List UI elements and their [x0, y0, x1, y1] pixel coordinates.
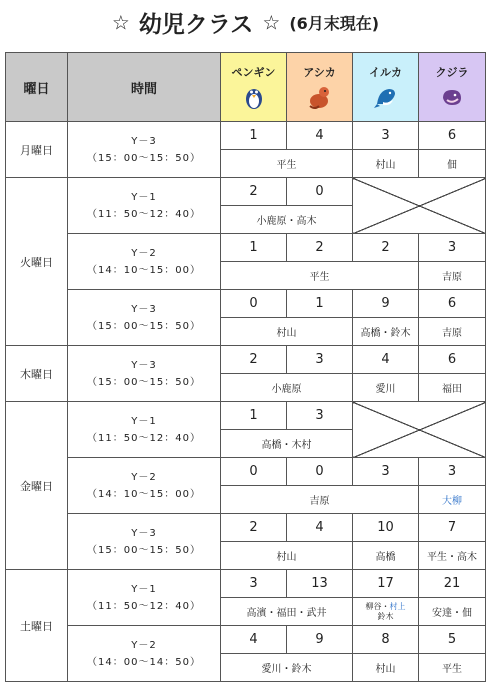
coach-cell: 平生: [221, 262, 419, 290]
day-cell: 金曜日: [6, 402, 68, 570]
time-range: （14：00～14：50）: [87, 656, 201, 668]
schedule-table: [5, 52, 486, 682]
time-cell: [68, 290, 221, 346]
time-cell: [68, 402, 221, 458]
count-cell: 21: [419, 570, 486, 598]
class-code: Y－2: [131, 639, 157, 651]
time-cell: [68, 346, 221, 402]
class-code: Y－3: [131, 303, 157, 315]
time-range: （14：10～15：00）: [87, 264, 201, 276]
count-cell: 0: [287, 458, 353, 486]
time-range: （11：50～12：40）: [87, 208, 201, 220]
count-cell: 1: [221, 234, 287, 262]
count-cell: 2: [353, 234, 419, 262]
time-cell: [68, 178, 221, 234]
coach-cell: [353, 598, 419, 626]
count-cell: 4: [353, 346, 419, 374]
coach-cell: 小鹿原: [221, 374, 353, 402]
whale-header: [419, 53, 486, 122]
count-cell: 7: [419, 514, 486, 542]
coach-cell: 高橋: [353, 542, 419, 570]
coach-cell: 平生・高木: [419, 542, 486, 570]
count-cell: 3: [419, 458, 486, 486]
header-row: [6, 53, 486, 122]
time-range: （14：10～15：00）: [87, 488, 201, 500]
day-header: 曜日: [6, 53, 68, 122]
no-class-cell: [353, 402, 486, 458]
time-cell: [68, 626, 221, 682]
count-cell: 3: [287, 346, 353, 374]
coach-cell: 村山: [353, 150, 419, 178]
title-text: 幼児クラス: [138, 12, 254, 38]
count-cell: 2: [221, 178, 287, 206]
count-cell: 0: [287, 178, 353, 206]
count-cell: 9: [287, 626, 353, 654]
count-cell: 1: [221, 122, 287, 150]
class-code: Y－2: [131, 471, 157, 483]
day-cell: 火曜日: [6, 178, 68, 346]
star-icon: ☆: [111, 10, 130, 35]
coach-cell: 高橋・木村: [221, 430, 353, 458]
sea-lion-label: アシカ: [303, 66, 336, 79]
count-cell: 5: [419, 626, 486, 654]
count-cell: 9: [353, 290, 419, 318]
count-cell: 1: [221, 402, 287, 430]
coach-cell: 愛川: [353, 374, 419, 402]
coach-cell: 福田: [419, 374, 486, 402]
sea-lion-icon: [307, 84, 333, 110]
coach-cell: 平生: [419, 654, 486, 682]
count-cell: 4: [221, 626, 287, 654]
count-cell: 2: [221, 346, 287, 374]
page-title: [0, 6, 491, 42]
count-cell: 2: [221, 514, 287, 542]
sea-lion-header: [287, 53, 353, 122]
count-cell: 3: [287, 402, 353, 430]
count-cell: 4: [287, 514, 353, 542]
class-code: Y－1: [131, 415, 157, 427]
count-cell: 4: [287, 122, 353, 150]
class-code: Y－2: [131, 247, 157, 259]
count-cell: 1: [287, 290, 353, 318]
coach-name: 鈴木: [377, 611, 394, 621]
time-cell: [68, 570, 221, 626]
class-code: Y－1: [131, 583, 157, 595]
time-cell: [68, 234, 221, 290]
class-code: Y－3: [131, 359, 157, 371]
count-cell: 6: [419, 290, 486, 318]
time-cell: [68, 122, 221, 178]
coach-cell: 高濱・福田・武井: [221, 598, 353, 626]
dolphin-icon: [373, 84, 399, 110]
star-icon: ☆: [262, 10, 281, 35]
count-cell: 6: [419, 346, 486, 374]
count-cell: 0: [221, 458, 287, 486]
coach-cell: 村山: [221, 318, 353, 346]
day-cell: 月曜日: [6, 122, 68, 178]
count-cell: 8: [353, 626, 419, 654]
count-cell: 10: [353, 514, 419, 542]
whale-icon: [439, 84, 465, 110]
penguin-header: [221, 53, 287, 122]
coach-cell: 佃: [419, 150, 486, 178]
count-cell: 3: [353, 458, 419, 486]
count-cell: 0: [221, 290, 287, 318]
dolphin-label: イルカ: [369, 66, 402, 79]
time-cell: [68, 458, 221, 514]
penguin-label: ペンギン: [231, 66, 276, 79]
time-cell: [68, 514, 221, 570]
count-cell: 2: [287, 234, 353, 262]
time-range: （15：00～15：50）: [87, 320, 201, 332]
time-range: （15：00～15：50）: [87, 544, 201, 556]
penguin-icon: [242, 84, 266, 110]
time-range: （15：00～15：50）: [87, 376, 201, 388]
coach-name: 柳谷・: [365, 601, 390, 611]
coach-name: 村上: [389, 601, 406, 611]
coach-cell: 高橋・鈴木: [353, 318, 419, 346]
coach-cell: 安達・佃: [419, 598, 486, 626]
count-cell: 13: [287, 570, 353, 598]
whale-label: クジラ: [435, 66, 469, 79]
coach-cell: 村山: [221, 542, 353, 570]
time-range: （11：50～12：40）: [87, 432, 201, 444]
count-cell: 3: [353, 122, 419, 150]
day-cell: 土曜日: [6, 570, 68, 682]
count-cell: 3: [419, 234, 486, 262]
coach-cell: 愛川・鈴木: [221, 654, 353, 682]
no-class-cell: [353, 178, 486, 234]
dolphin-header: [353, 53, 419, 122]
count-cell: 6: [419, 122, 486, 150]
coach-cell: 大柳: [419, 486, 486, 514]
coach-cell: 吉原: [419, 318, 486, 346]
day-cell: 木曜日: [6, 346, 68, 402]
coach-cell: 吉原: [221, 486, 419, 514]
count-cell: 3: [221, 570, 287, 598]
class-code: Y－3: [131, 527, 157, 539]
coach-cell: 吉原: [419, 262, 486, 290]
class-code: Y－3: [131, 135, 157, 147]
count-cell: 17: [353, 570, 419, 598]
coach-cell: 平生: [221, 150, 353, 178]
time-header: 時間: [68, 53, 221, 122]
as-of-note: (6月末現在): [289, 14, 380, 33]
coach-cell: 村山: [353, 654, 419, 682]
class-code: Y－1: [131, 191, 157, 203]
time-range: （15：00～15：50）: [87, 152, 201, 164]
coach-cell: 小鹿原・高木: [221, 206, 353, 234]
time-range: （11：50～12：40）: [87, 600, 201, 612]
